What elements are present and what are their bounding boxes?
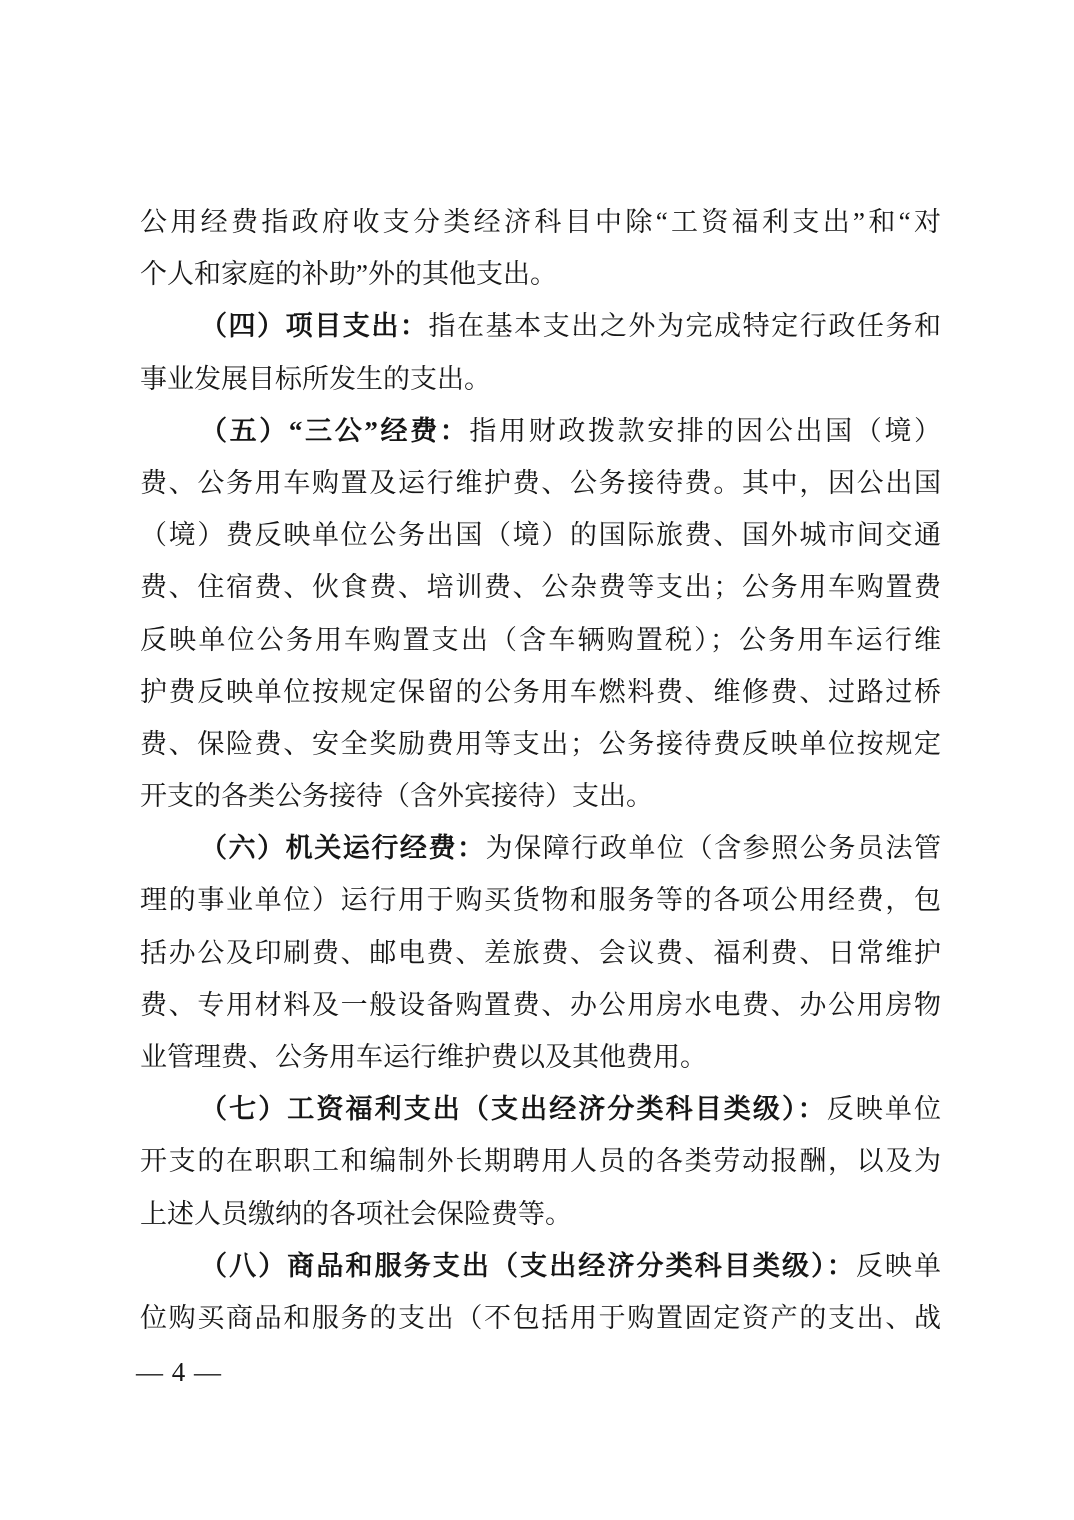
body-segment: （境）费反映单位公务出国（境）的国际旅费、国外城市间交通	[140, 520, 941, 551]
body-segment: 位购买商品和服务的支出（不包括用于购置固定资产的支出、战	[140, 1302, 941, 1333]
body-segment: 反映单位公务用车购置支出（含车辆购置税）；公务用车运行维	[140, 624, 941, 655]
body-segment: 指用财政拨款安排的因公出国（境）	[469, 415, 941, 446]
body-segment: 上述人员缴纳的各项社会保险费等。	[140, 1198, 572, 1229]
text-line	[140, 1188, 941, 1240]
text-line	[140, 979, 941, 1031]
body-segment: 开支的各类公务接待（含外宾接待）支出。	[140, 781, 653, 812]
heading-segment: （六）机关运行经费：	[200, 833, 486, 864]
text-line	[140, 614, 941, 666]
body-segment: 费、公务用车购置及运行维护费、公务接待费。其中，因公出国	[140, 467, 941, 498]
text-line	[140, 353, 941, 405]
text-line	[140, 457, 941, 509]
body-segment: 为保障行政单位（含参照公务员法管	[485, 833, 941, 864]
text-line	[140, 1083, 941, 1135]
page-number: — 4 —	[136, 1357, 222, 1387]
text-line	[140, 1031, 941, 1083]
heading-segment: （五）“三公”经费：	[200, 415, 470, 446]
text-line	[140, 1240, 941, 1292]
body-segment: 括办公及印刷费、邮电费、差旅费、会议费、福利费、日常维护	[140, 937, 941, 968]
body-segment: 事业发展目标所发生的支出。	[140, 363, 491, 394]
body-segment: 费、保险费、安全奖励费用等支出；公务接待费反映单位按规定	[140, 728, 941, 759]
text-line	[140, 1135, 941, 1187]
heading-segment: （七）工资福利支出（支出经济分类科目类级）：	[200, 1094, 827, 1125]
text-line	[140, 248, 941, 300]
body-segment: 费、住宿费、伙食费、培训费、公杂费等支出；公务用车购置费	[140, 572, 941, 603]
body-segment: 护费反映单位按规定保留的公务用车燃料费、维修费、过路过桥	[140, 676, 941, 707]
text-line	[140, 405, 941, 457]
text-line	[140, 718, 941, 770]
text-line	[140, 666, 941, 718]
body-segment: 理的事业单位）运行用于购买货物和服务等的各项公用经费，包	[140, 885, 941, 916]
body-segment: 费、专用材料及一般设备购置费、办公用房水电费、办公用房物	[140, 989, 941, 1020]
heading-segment: （四）项目支出：	[200, 311, 429, 342]
text-line	[140, 770, 941, 822]
body-segment: 公用经费指政府收支分类经济科目中除“工资福利支出”和“对	[140, 207, 941, 237]
text-line	[140, 300, 941, 352]
heading-segment: （八）商品和服务支出（支出经济分类科目类级）：	[200, 1250, 856, 1281]
text-line	[140, 927, 941, 979]
body-segment: 反映单位	[826, 1094, 941, 1125]
text-line	[140, 822, 941, 874]
body-segment: 开支的在职职工和编制外长期聘用人员的各类劳动报酬，以及为	[140, 1146, 941, 1177]
text-line	[140, 196, 941, 248]
body-segment: 指在基本支出之外为完成特定行政任务和	[428, 311, 941, 342]
text-line	[140, 509, 941, 561]
body-segment: 业管理费、公务用车运行维护费以及其他费用。	[140, 1042, 707, 1072]
document-body	[140, 196, 941, 1344]
text-line	[140, 1292, 941, 1344]
text-line	[140, 561, 941, 613]
text-line	[140, 874, 941, 926]
body-segment: 反映单	[855, 1250, 941, 1281]
body-segment: 个人和家庭的补助”外的其他支出。	[140, 259, 557, 290]
